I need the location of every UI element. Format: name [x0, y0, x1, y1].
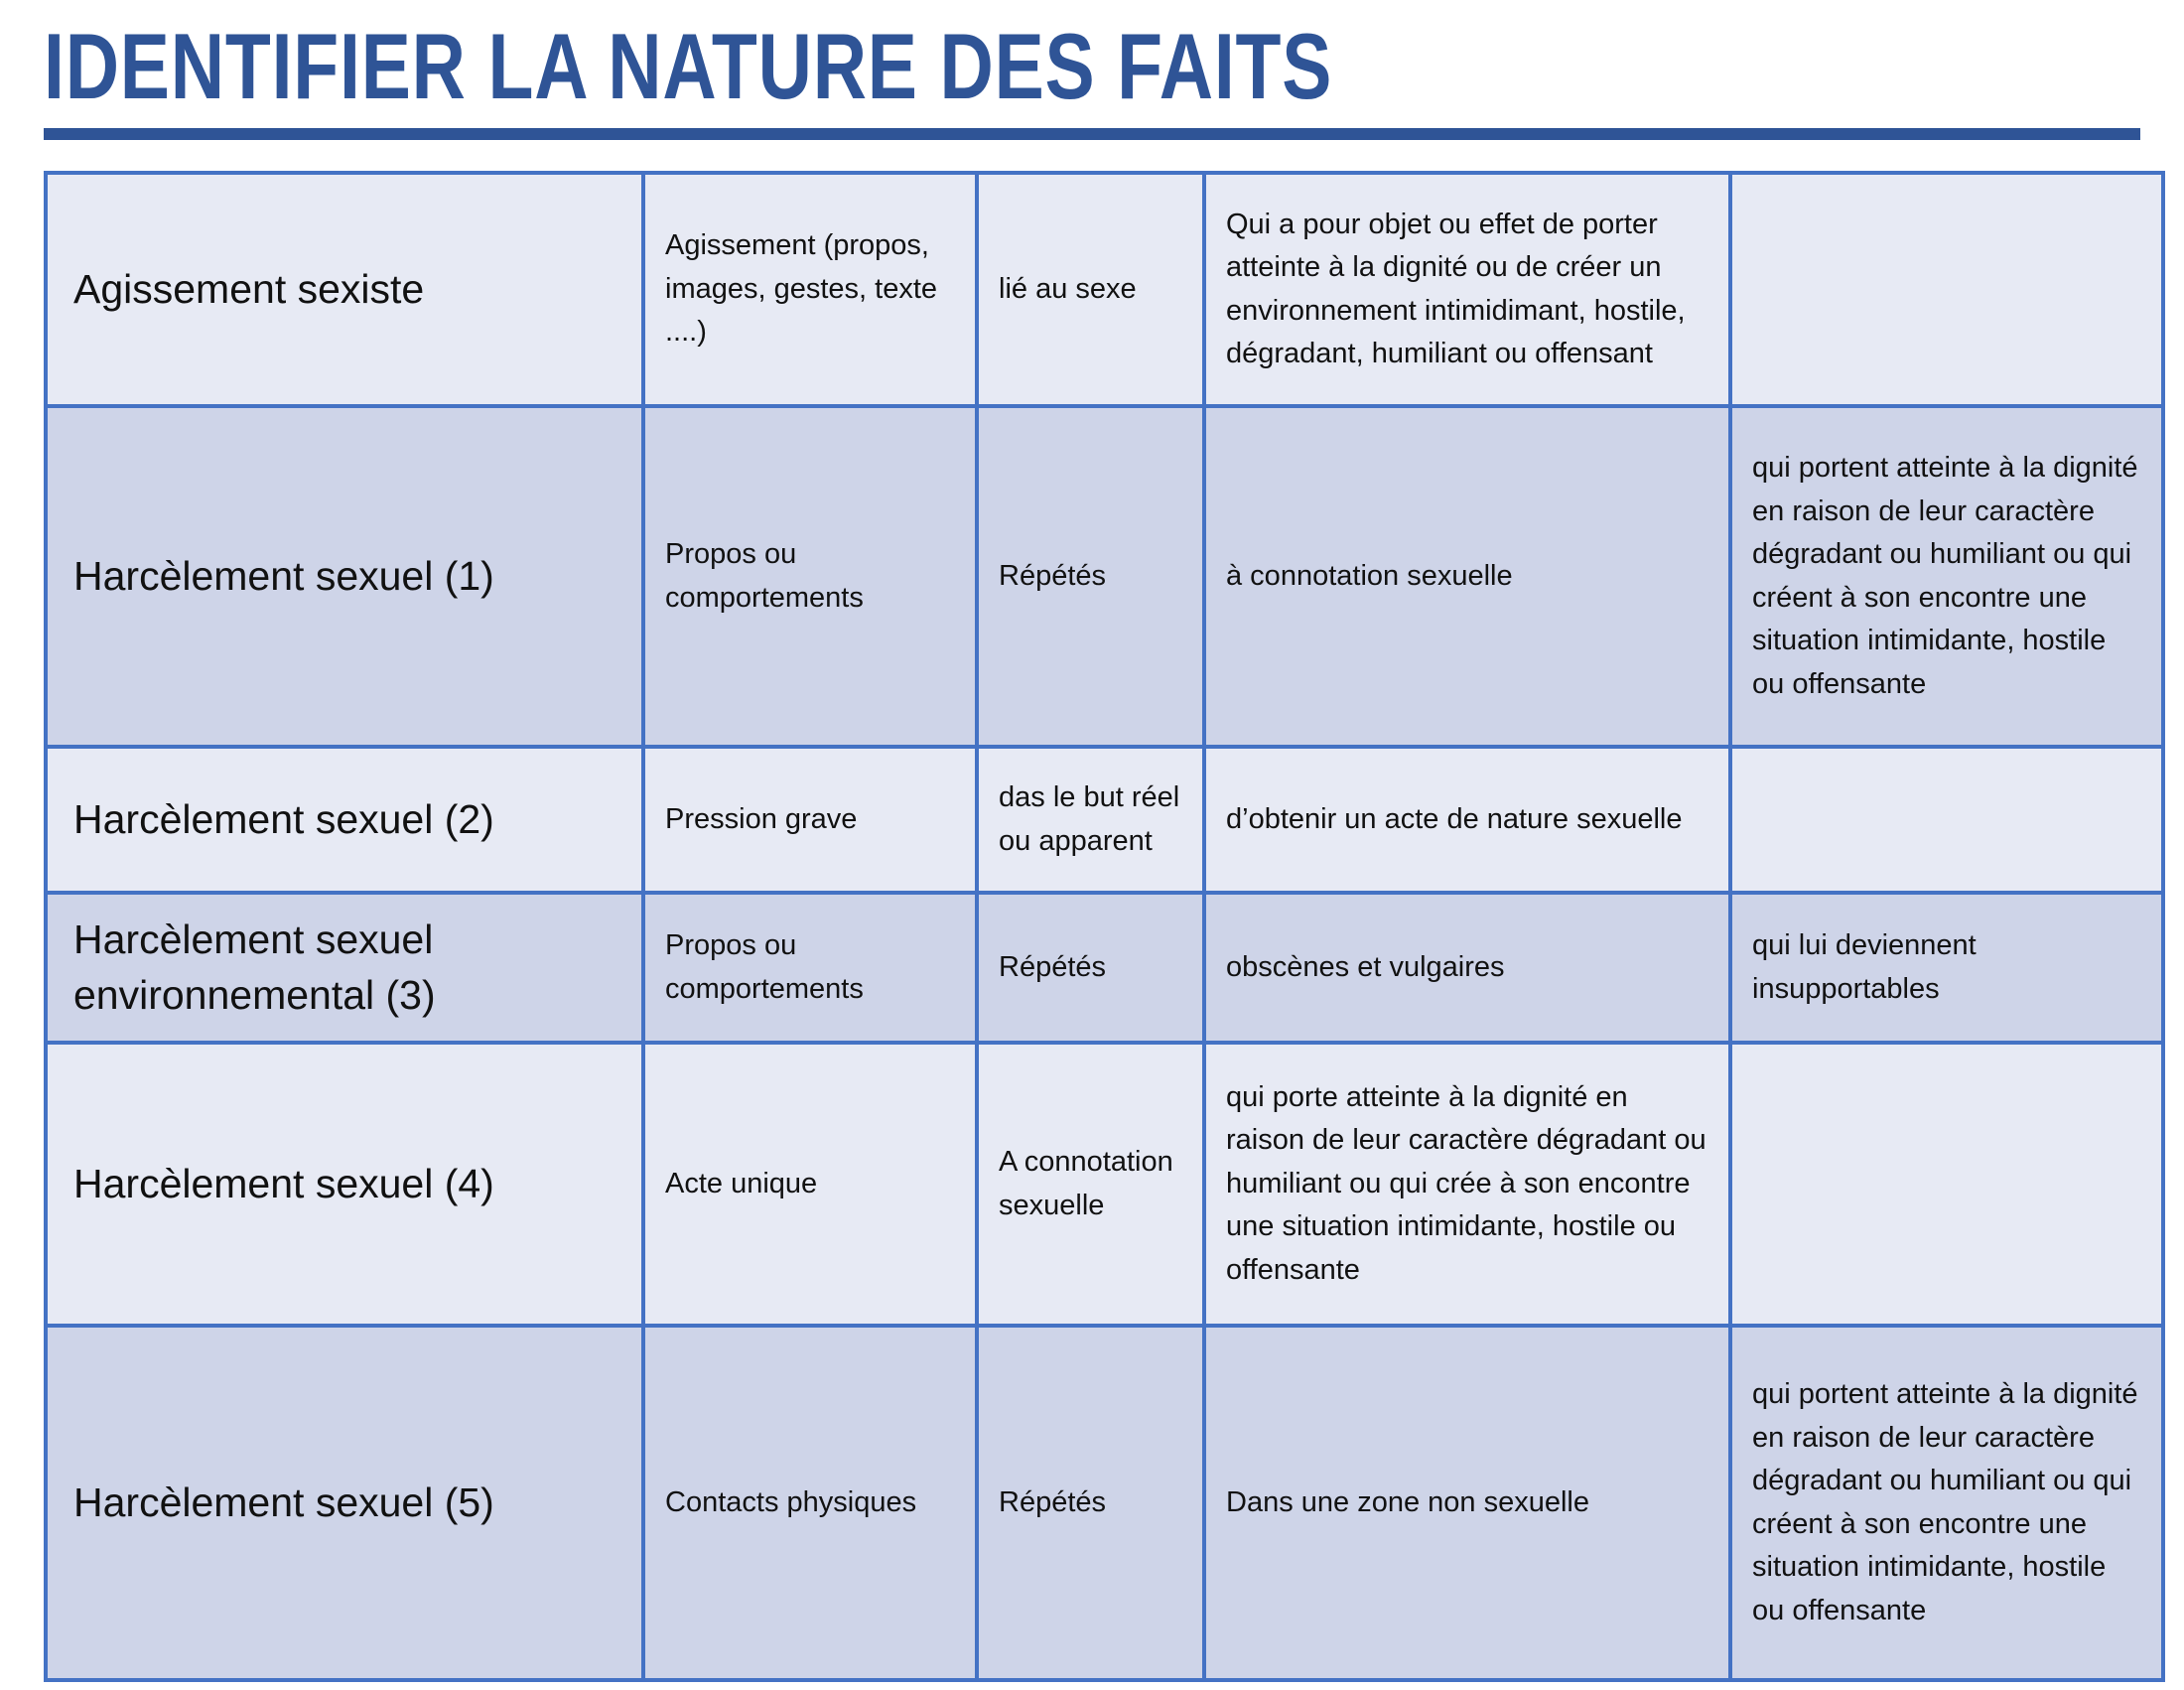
table-cell — [1730, 1043, 2163, 1326]
table-cell: Propos ou comportements — [643, 893, 977, 1043]
table-cell: qui portent atteinte à la dignité en raison de leur caractère dégradant ou humiliant ou qui créent à son encontre une situation intimidante, hostile ou offensante — [1730, 1326, 2163, 1680]
table-cell — [1730, 173, 2163, 406]
table-cell: Acte unique — [643, 1043, 977, 1326]
table-cell: obscènes et vulgaires — [1204, 893, 1730, 1043]
table-cell: Répétés — [977, 893, 1204, 1043]
table-cell: qui lui deviennent insupportables — [1730, 893, 2163, 1043]
row-label: Harcèlement sexuel (2) — [46, 747, 643, 893]
table-cell: à connotation sexuelle — [1204, 406, 1730, 747]
row-label: Harcèlement sexuel environnemental (3) — [46, 893, 643, 1043]
table-cell: d’obtenir un acte de nature sexuelle — [1204, 747, 1730, 893]
page-title: IDENTIFIER LA NATURE DES FAITS — [44, 14, 1333, 118]
facts-table — [44, 171, 2165, 1682]
table-row — [46, 893, 2163, 1043]
table-cell: Pression grave — [643, 747, 977, 893]
table-cell — [1730, 747, 2163, 893]
row-label: Harcèlement sexuel (1) — [46, 406, 643, 747]
table-cell: lié au sexe — [977, 173, 1204, 406]
table-cell: Dans une zone non sexuelle — [1204, 1326, 1730, 1680]
title-underline — [44, 128, 2140, 140]
row-label: Harcèlement sexuel (4) — [46, 1043, 643, 1326]
table-cell: das le but réel ou apparent — [977, 747, 1204, 893]
table-row — [46, 173, 2163, 406]
table-cell: Agissement (propos, images, gestes, texte ....) — [643, 173, 977, 406]
table-cell: A connotation sexuelle — [977, 1043, 1204, 1326]
table-cell: Répétés — [977, 1326, 1204, 1680]
table-cell: qui porte atteinte à la dignité en raison de leur caractère dégradant ou humiliant ou qui crée à son encontre une situation intimidante, hostile ou offensante — [1204, 1043, 1730, 1326]
table-row — [46, 406, 2163, 747]
table-row — [46, 1326, 2163, 1680]
row-label: Agissement sexiste — [46, 173, 643, 406]
table-cell: Contacts physiques — [643, 1326, 977, 1680]
table-cell: Répétés — [977, 406, 1204, 747]
table-cell: Propos ou comportements — [643, 406, 977, 747]
table-row — [46, 1043, 2163, 1326]
table-cell: Qui a pour objet ou effet de porter atteinte à la dignité ou de créer un environnement intimidimant, hostile, dégradant, humiliant ou offensant — [1204, 173, 1730, 406]
table-cell: qui portent atteinte à la dignité en raison de leur caractère dégradant ou humiliant ou qui créent à son encontre une situation intimidante, hostile ou offensante — [1730, 406, 2163, 747]
row-label: Harcèlement sexuel (5) — [46, 1326, 643, 1680]
table-row — [46, 747, 2163, 893]
